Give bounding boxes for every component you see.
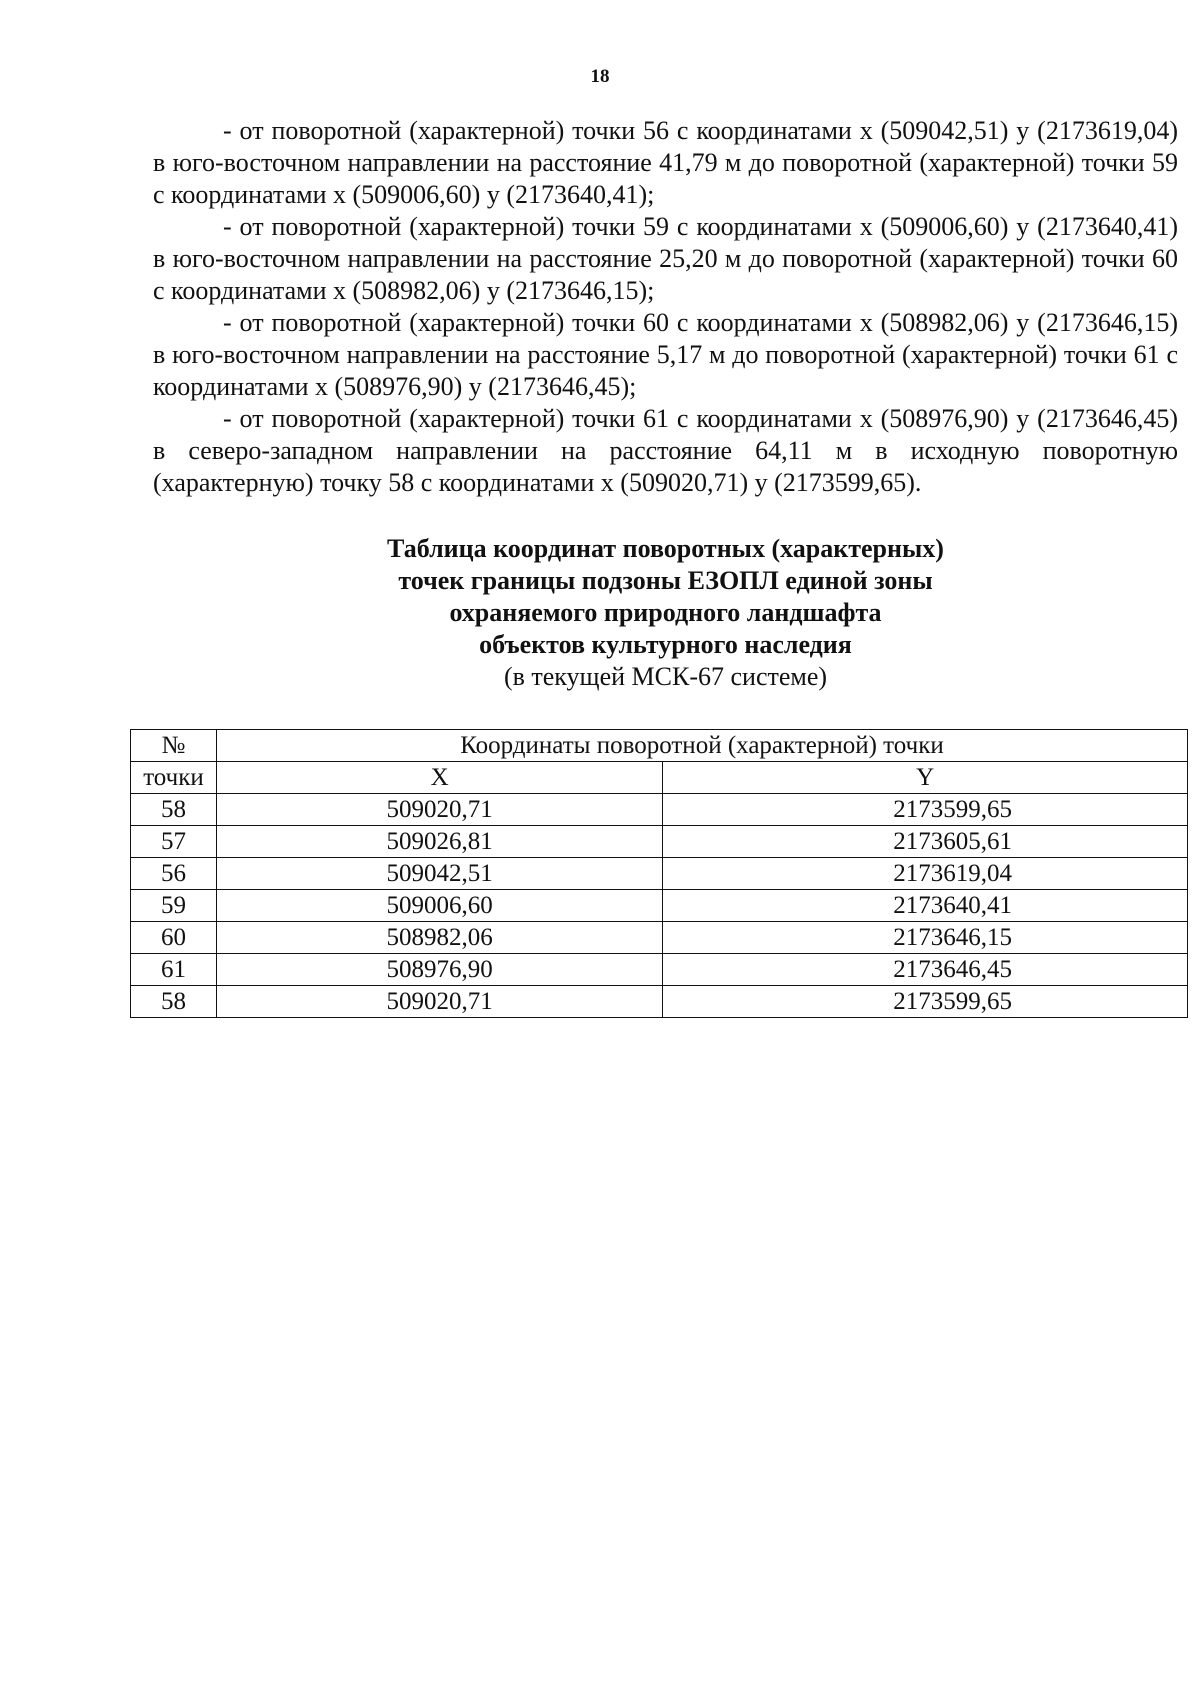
coordinates-table — [130, 729, 1188, 1018]
table-body — [131, 794, 1188, 1018]
header-coordinates: Координаты поворотной (характерной) точки — [216, 730, 1187, 762]
x-coordinate-cell: 508982,06 — [216, 922, 662, 954]
table-subtitle: (в текущей МСК-67 системе) — [503, 662, 828, 691]
x-coordinate-cell: 509042,51 — [216, 858, 662, 890]
header-num-top: № — [131, 730, 217, 762]
point-number-cell: 58 — [131, 794, 217, 826]
paragraph-point-59-to-60: - от поворотной (характерной) точки 59 с координатами х (509006,60) у (2173640,41) в юго-восточном направлении на расстояние 25,20 м до поворотной (характерной) точки 60 с координатами х (508982,06) у (2173646,15); — [153, 212, 1178, 305]
y-coordinate-cell: 2173640,41 — [663, 890, 1188, 922]
table-title-line: Таблица координат поворотных (характерных) — [387, 534, 944, 563]
paragraph-point-61-to-58: - от поворотной (характерной) точки 61 с координатами х (508976,90) у (2173646,45) в северо-западном направлении на расстояние 64,11 м в исходную поворотную (характерную) точку 58 с координатами х (509020,71) у (2173599,65). — [153, 404, 1178, 497]
header-x: X — [216, 762, 662, 794]
paragraph-point-60-to-61: - от поворотной (характерной) точки 60 с координатами х (508982,06) у (2173646,15) в юго-восточном направлении на расстояние 5,17 м до поворотной (характерной) точки 61 с координатами х (508976,90) у (2173646,45); — [153, 308, 1178, 401]
table-header-row — [131, 762, 1188, 794]
table-row — [131, 890, 1188, 922]
table-title — [153, 533, 1178, 693]
table-title-line: объектов культурного наследия — [479, 630, 852, 659]
y-coordinate-cell: 2173646,45 — [663, 954, 1188, 986]
y-coordinate-cell: 2173646,15 — [663, 922, 1188, 954]
table-row — [131, 986, 1188, 1018]
table-header-row — [131, 730, 1188, 762]
table-title-line: точек границы подзоны ЕЗОПЛ единой зоны — [398, 566, 933, 595]
y-coordinate-cell: 2173619,04 — [663, 858, 1188, 890]
x-coordinate-cell: 509020,71 — [216, 986, 662, 1018]
body-text — [153, 115, 1178, 499]
point-number-cell: 56 — [131, 858, 217, 890]
page-number: 18 — [590, 66, 610, 87]
x-coordinate-cell: 509026,81 — [216, 826, 662, 858]
table-row — [131, 922, 1188, 954]
x-coordinate-cell: 509020,71 — [216, 794, 662, 826]
point-number-cell: 57 — [131, 826, 217, 858]
table-row — [131, 858, 1188, 890]
y-coordinate-cell: 2173605,61 — [663, 826, 1188, 858]
point-number-cell: 58 — [131, 986, 217, 1018]
header-num-bottom: точки — [131, 762, 217, 794]
table-header — [131, 730, 1188, 794]
table-row — [131, 826, 1188, 858]
table-title-line: охраняемого природного ландшафта — [449, 598, 882, 627]
point-number-cell: 61 — [131, 954, 217, 986]
x-coordinate-cell: 509006,60 — [216, 890, 662, 922]
point-number-cell: 59 — [131, 890, 217, 922]
table-row — [131, 954, 1188, 986]
y-coordinate-cell: 2173599,65 — [663, 986, 1188, 1018]
paragraph-point-56-to-59: - от поворотной (характерной) точки 56 с координатами х (509042,51) у (2173619,04) в юго-восточном направлении на расстояние 41,79 м до поворотной (характерной) точки 59 с координатами х (509006,60) у (2173640,41); — [153, 116, 1178, 209]
point-number-cell: 60 — [131, 922, 217, 954]
y-coordinate-cell: 2173599,65 — [663, 794, 1188, 826]
header-y: Y — [663, 762, 1188, 794]
x-coordinate-cell: 508976,90 — [216, 954, 662, 986]
table-row — [131, 794, 1188, 826]
